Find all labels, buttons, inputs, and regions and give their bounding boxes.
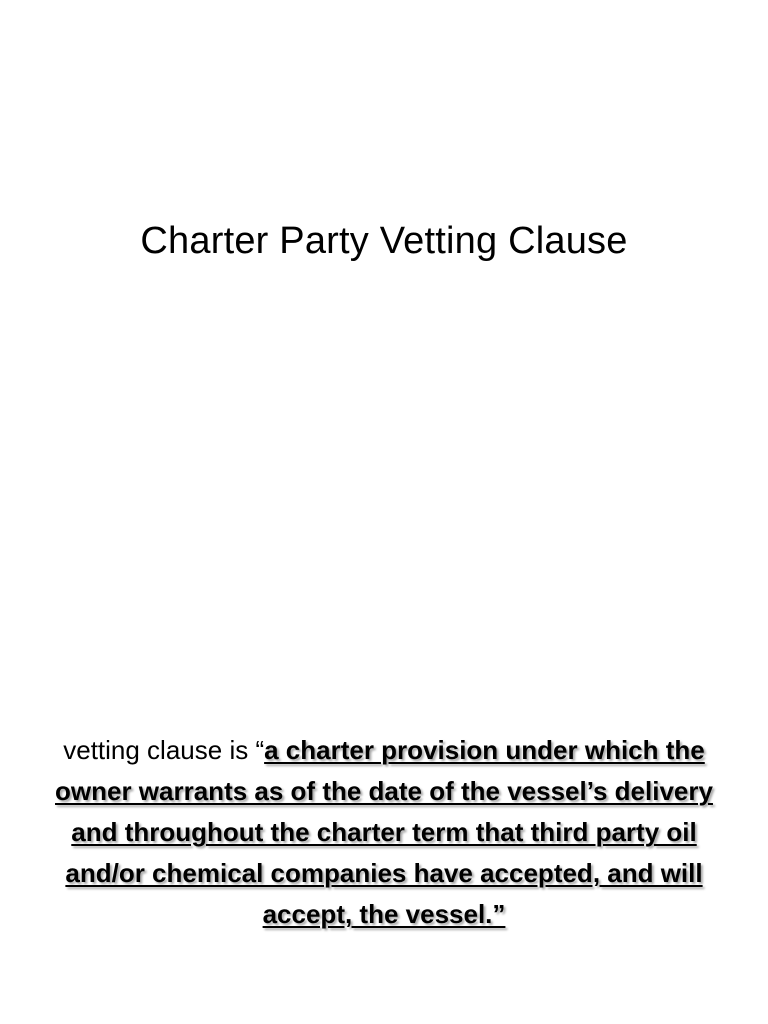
slide-title: Charter Party Vetting Clause xyxy=(140,220,628,262)
body-lead-text: vetting clause is “ xyxy=(63,735,265,765)
definition-text: a charter provision under which the owner warrants as of the date of the vessel’s delivery and throughout the charter term that third party oil and/or chemical companies have accepted, and will accept, the vessel.” xyxy=(55,735,713,929)
slide-body xyxy=(44,730,724,935)
